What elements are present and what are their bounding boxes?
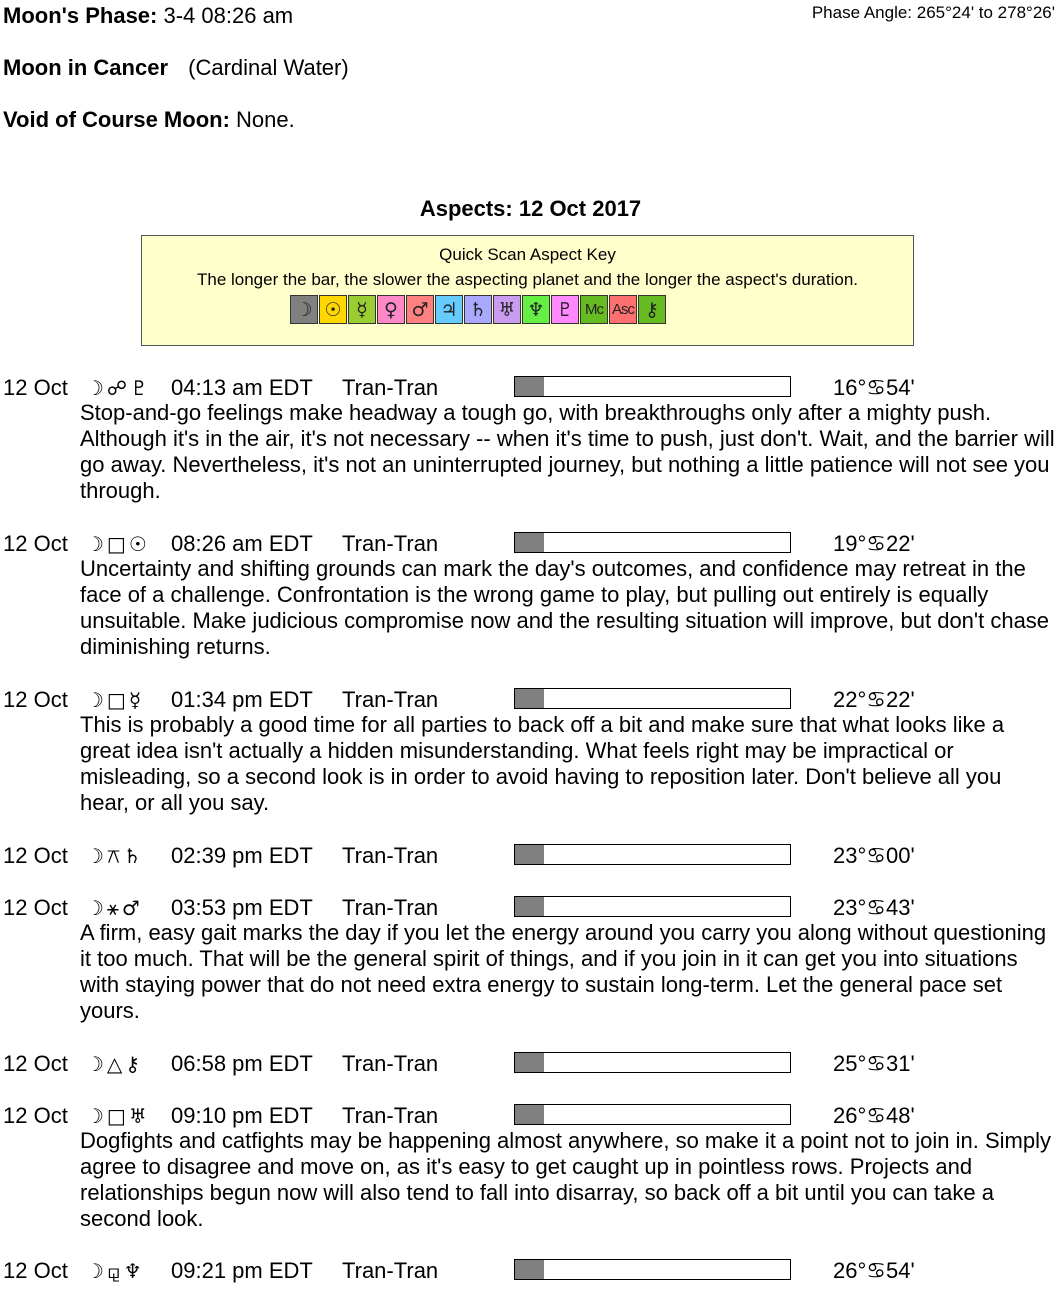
phase-angle: Phase Angle: 265°24' to 278°26' xyxy=(811,3,1055,22)
duration-bar-fill xyxy=(515,1105,544,1124)
aspect-description: Dogfights and catfights may be happening almost anywhere, so make it a point not to join in. Simply agree to disagree and move on, as it's easy to get caught up in pointless rows. Projects and relationships begun now will also tend to fall into disarray, so back off a bit until you can take a second look. xyxy=(80,1128,1051,1231)
aspect-degree: 26°♋48' xyxy=(833,1103,915,1128)
key-description: The longer the bar, the slower the aspecting planet and the longer the aspect's duration. xyxy=(196,270,859,289)
aspect-type: Tran-Tran xyxy=(342,843,439,868)
aspect-degree: 19°♋22' xyxy=(833,531,915,556)
key-ascendant-icon: Asc xyxy=(609,295,637,324)
duration-bar-fill xyxy=(515,1053,544,1072)
moon-phase-value: 3-4 08:26 am xyxy=(163,3,294,28)
duration-bar-fill xyxy=(515,1260,544,1279)
aspects-title: Aspects: 12 Oct 2017 xyxy=(419,196,642,221)
key-saturn-icon: ♄ xyxy=(464,295,492,324)
duration-bar-fill xyxy=(515,897,544,916)
aspect-type: Tran-Tran xyxy=(342,1258,439,1283)
aspect-type: Tran-Tran xyxy=(342,1103,439,1128)
aspect-glyphs: ☽△⚷ xyxy=(86,1052,143,1076)
aspect-date: 12 Oct xyxy=(3,1258,68,1283)
key-uranus-icon: ♅ xyxy=(493,295,521,324)
aspect-degree: 23°♋00' xyxy=(833,843,915,868)
duration-bar xyxy=(514,896,791,917)
aspect-time: 01:34 pm EDT xyxy=(171,687,313,712)
moon-sign-line xyxy=(3,55,349,81)
duration-bar xyxy=(514,376,791,397)
aspect-time: 06:58 pm EDT xyxy=(171,1051,313,1076)
aspect-date: 12 Oct xyxy=(3,843,68,868)
aspect-date: 12 Oct xyxy=(3,375,68,400)
aspect-degree: 16°♋54' xyxy=(833,375,915,400)
void-of-course-label: Void of Course Moon: xyxy=(3,107,230,132)
void-of-course-value: None. xyxy=(236,107,295,132)
duration-bar xyxy=(514,688,791,709)
moon-sign-label: Moon in Cancer xyxy=(3,55,169,80)
aspect-type: Tran-Tran xyxy=(342,895,439,920)
moon-phase-label: Moon's Phase: xyxy=(3,3,158,28)
duration-bar-fill xyxy=(515,689,544,708)
key-sun-icon: ☉ xyxy=(319,295,347,324)
duration-bar xyxy=(514,532,791,553)
duration-bar-fill xyxy=(515,533,544,552)
aspect-degree: 26°♋54' xyxy=(833,1258,915,1283)
aspect-degree: 25°♋31' xyxy=(833,1051,915,1076)
duration-bar xyxy=(514,1104,791,1125)
aspect-type: Tran-Tran xyxy=(342,531,439,556)
void-of-course-line xyxy=(3,107,295,133)
duration-bar xyxy=(514,1052,791,1073)
key-moon-icon: ☽ xyxy=(290,295,318,324)
moon-sign-detail: (Cardinal Water) xyxy=(188,55,349,80)
aspect-glyphs: ☽⚻♄ xyxy=(86,844,145,868)
aspect-type: Tran-Tran xyxy=(342,1051,439,1076)
moon-phase-line xyxy=(3,3,293,29)
key-venus-icon: ♀ xyxy=(377,295,405,324)
aspect-date: 12 Oct xyxy=(3,895,68,920)
aspect-glyphs: ☽□♅ xyxy=(86,1104,150,1128)
aspect-date: 12 Oct xyxy=(3,1051,68,1076)
aspect-glyphs: ☽□☉ xyxy=(86,532,150,556)
aspect-glyphs: ☽⚼♆ xyxy=(86,1259,145,1283)
aspect-description: Stop-and-go feelings make headway a tough go, with breakthroughs only after a mighty push. Although it's in the air, it's not necessary -- when it's time to push, just don't. Wait, and the barrier will go away. Nevertheless, it's not an uninterrupted journey, but nothing a little patience will not see you through. xyxy=(80,400,1055,503)
key-title: Quick Scan Aspect Key xyxy=(439,245,616,264)
aspect-description: Uncertainty and shifting grounds can mark the day's outcomes, and confidence may retreat in the face of a challenge. Confrontation is the wrong game to play, but pulling out entirely is equally unsuitable. Make judicious compromise now and the resulting situation will improve, but don't chase diminishing returns. xyxy=(80,556,1050,659)
aspect-type: Tran-Tran xyxy=(342,687,439,712)
aspect-description: This is probably a good time for all parties to back off a bit and make sure that what looks like a great idea isn't actually a hidden misunderstanding. What feels right may be impractical or misleading, so a second look is in order to avoid having to reposition later. Don't believe all you hear, or all you say. xyxy=(80,712,1005,815)
key-neptune-icon: ♆ xyxy=(522,295,550,324)
key-pluto-icon: ♇ xyxy=(551,295,579,324)
aspect-date: 12 Oct xyxy=(3,531,68,556)
aspect-time: 02:39 pm EDT xyxy=(171,843,313,868)
duration-bar-fill xyxy=(515,845,544,864)
aspect-time: 08:26 am EDT xyxy=(171,531,313,556)
aspect-glyphs: ☽☍♇ xyxy=(86,376,152,400)
aspect-degree: 22°♋22' xyxy=(833,687,915,712)
aspect-glyphs: ☽□☿ xyxy=(86,688,145,712)
duration-bar-fill xyxy=(515,377,544,396)
aspect-glyphs: ☽⚹♂ xyxy=(86,896,143,920)
aspect-time: 09:21 pm EDT xyxy=(171,1258,313,1283)
key-mercury-icon: ☿ xyxy=(348,295,376,324)
aspect-time: 04:13 am EDT xyxy=(171,375,313,400)
aspect-date: 12 Oct xyxy=(3,1103,68,1128)
aspect-description: A firm, easy gait marks the day if you let the energy around you carry you along without questioning it too much. That will be the general spirit of things, and if you join in it can get you into situations with staying power that do not need extra energy to sustain long-term. Let the general pace set yours. xyxy=(80,920,1047,1023)
key-chiron-icon: ⚷ xyxy=(638,295,666,324)
aspect-time: 09:10 pm EDT xyxy=(171,1103,313,1128)
aspect-time: 03:53 pm EDT xyxy=(171,895,313,920)
planet-key-row xyxy=(290,295,667,324)
key-midheaven-icon: Mc xyxy=(580,295,608,324)
key-mars-icon: ♂ xyxy=(406,295,434,324)
duration-bar xyxy=(514,1259,791,1280)
aspect-degree: 23°♋43' xyxy=(833,895,915,920)
duration-bar xyxy=(514,844,791,865)
quick-scan-aspect-key xyxy=(141,235,914,346)
key-jupiter-icon: ♃ xyxy=(435,295,463,324)
aspect-date: 12 Oct xyxy=(3,687,68,712)
aspect-type: Tran-Tran xyxy=(342,375,439,400)
